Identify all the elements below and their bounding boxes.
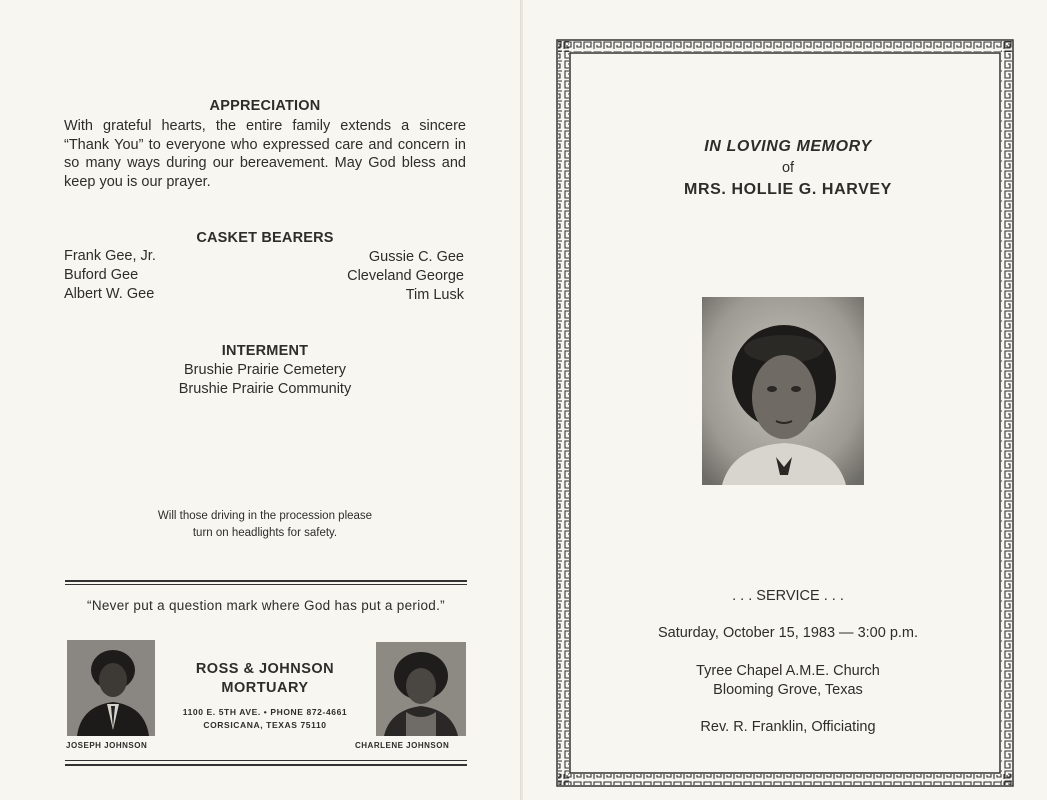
appreciation-heading: APPRECIATION [209,98,321,114]
memorial-of: of [781,160,795,176]
interment-heading: INTERMENT [221,343,309,359]
procession-note-line2: turn on headlights for safety. [192,527,338,539]
joseph-johnson-photo [67,640,155,736]
mortuary-name-line1: ROSS & JOHNSON [195,661,335,677]
bearer-left-1: Frank Gee, Jr. [64,248,156,264]
deceased-name: MRS. HOLLIE G. HARVEY [684,181,892,198]
charlene-johnson-photo [376,642,466,736]
bearer-right-2: Cleveland George [347,268,464,284]
procession-note-line1: Will those driving in the procession please [157,510,373,522]
mortuary-name-line2: MORTUARY [221,680,309,696]
church-location: Blooming Grove, Texas [713,682,863,698]
top-rule-thick [65,580,467,582]
casket-bearers-heading: CASKET BEARERS [196,230,334,246]
charlene-johnson-caption: CHARLENE JOHNSON [355,741,450,750]
memorial-title: IN LOVING MEMORY [704,138,872,155]
service-date-time: Saturday, October 15, 1983 — 3:00 p.m. [657,625,919,641]
joseph-johnson-caption: JOSEPH JOHNSON [66,741,148,750]
interment-community: Brushie Prairie Community [178,381,352,397]
deceased-portrait [702,297,864,485]
service-label: . . . SERVICE . . . [732,588,844,604]
bottom-rule-thick [65,764,467,766]
left-page [0,0,521,800]
right-page [523,0,1047,800]
officiant: Rev. R. Franklin, Officiating [700,719,876,735]
bottom-rule-thin [65,760,467,761]
quote: “Never put a question mark where God has put a period.” [87,598,445,613]
appreciation-text: With grateful hearts, the entire family extends a sincere “Thank You” to everyone who expressed care and concern in so many ways during our bereavement. May God bless and keep you is our prayer. [64,118,466,190]
top-rule-thin [65,584,467,585]
bearer-left-2: Buford Gee [64,267,139,283]
mortuary-address-line1: 1100 E. 5TH AVE. • PHONE 872-4661 [182,707,348,717]
interment-cemetery: Brushie Prairie Cemetery [184,362,346,378]
bearer-right-3: Tim Lusk [405,287,464,303]
bearer-left-3: Albert W. Gee [64,286,155,302]
bearer-right-1: Gussie C. Gee [368,249,464,265]
church-name: Tyree Chapel A.M.E. Church [696,663,880,679]
mortuary-address-line2: CORSICANA, TEXAS 75110 [203,720,327,730]
